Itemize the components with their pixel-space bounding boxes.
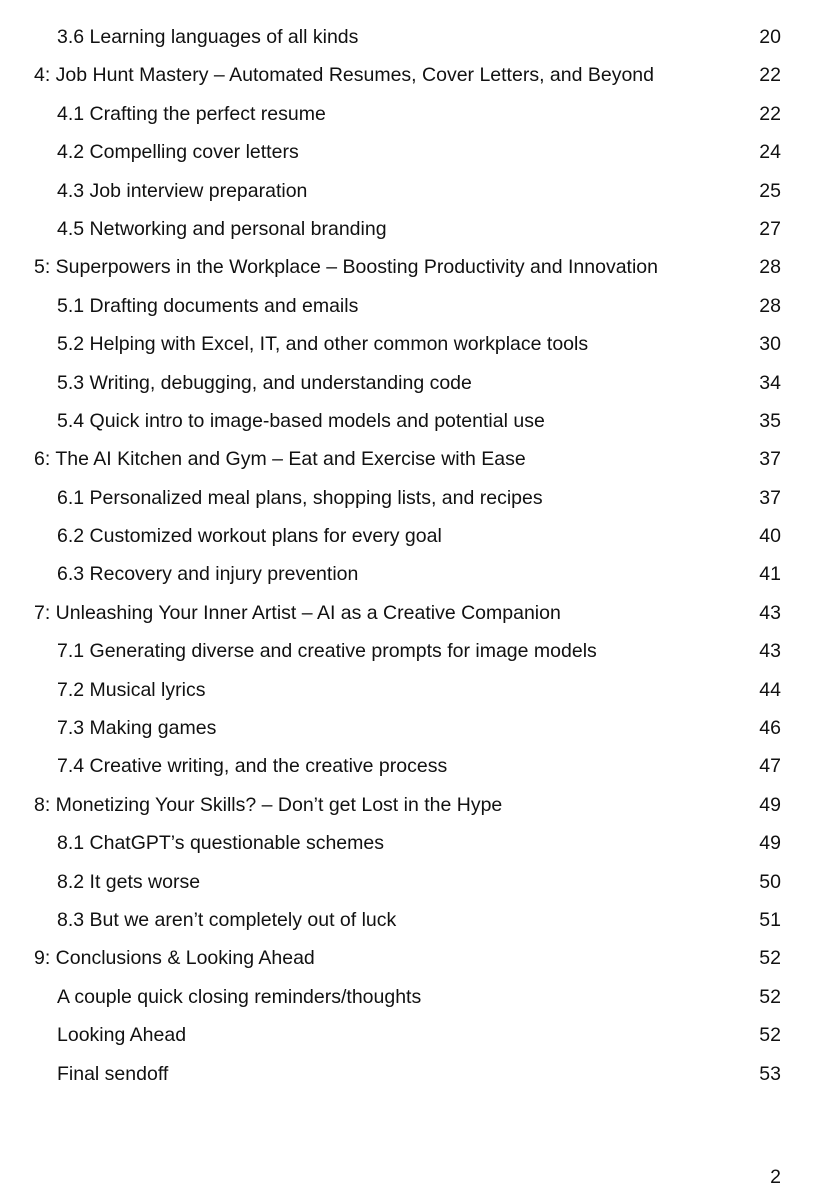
toc-entry-page: 28: [759, 294, 781, 317]
toc-entry-page: 49: [759, 832, 781, 855]
table-of-contents: [0, 18, 824, 1093]
toc-entry-title: 5.1 Drafting documents and emails: [57, 294, 359, 317]
toc-entry: [0, 402, 824, 440]
toc-entry: [0, 939, 824, 977]
toc-entry: [0, 287, 824, 325]
toc-entry-page: 47: [759, 755, 781, 778]
toc-entry-page: 24: [759, 141, 781, 164]
toc-entry: [0, 901, 824, 939]
toc-entry: [0, 978, 824, 1016]
toc-entry: [0, 248, 824, 286]
toc-entry: [0, 786, 824, 824]
toc-entry-page: 49: [759, 793, 781, 816]
toc-entry-title: 5.3 Writing, debugging, and understanding code: [57, 371, 472, 394]
toc-entry-title: 4: Job Hunt Mastery – Automated Resumes, Cover Letters, and Beyond: [34, 64, 654, 87]
toc-entry-page: 41: [759, 563, 781, 586]
toc-entry-title: Looking Ahead: [57, 1024, 187, 1047]
toc-entry-title: 4.3 Job interview preparation: [57, 179, 308, 202]
toc-entry-title: 7.4 Creative writing, and the creative process: [57, 755, 448, 778]
toc-entry-title: 6: The AI Kitchen and Gym – Eat and Exercise with Ease: [34, 448, 526, 471]
toc-entry-title: 4.2 Compelling cover letters: [57, 141, 299, 164]
toc-entry-title: 5.4 Quick intro to image-based models and potential use: [57, 409, 545, 432]
toc-entry: [0, 56, 824, 94]
toc-entry-title: 6.2 Customized workout plans for every goal: [57, 525, 442, 548]
toc-entry-page: 50: [759, 870, 781, 893]
toc-entry-page: 52: [759, 947, 781, 970]
toc-entry-title: 9: Conclusions & Looking Ahead: [34, 947, 315, 970]
toc-entry: [0, 747, 824, 785]
toc-entry-title: 8: Monetizing Your Skills? – Don’t get Lost in the Hype: [34, 793, 503, 816]
toc-entry-page: 44: [759, 678, 781, 701]
toc-entry: [0, 479, 824, 517]
toc-entry-title: 3.6 Learning languages of all kinds: [57, 26, 359, 48]
toc-entry-page: 53: [759, 1062, 781, 1085]
toc-entry-page: 27: [759, 217, 781, 240]
toc-entry: [0, 824, 824, 862]
toc-entry-title: 6.1 Personalized meal plans, shopping lists, and recipes: [57, 486, 543, 509]
toc-entry: [0, 325, 824, 363]
toc-entry: [0, 133, 824, 171]
toc-entry-page: 40: [759, 525, 781, 548]
toc-entry-title: 8.1 ChatGPT’s questionable schemes: [57, 832, 384, 855]
toc-entry: [0, 440, 824, 478]
toc-entry-page: 22: [759, 64, 781, 87]
toc-entry-title: 4.1 Crafting the perfect resume: [57, 102, 326, 125]
toc-entry-page: 20: [759, 26, 781, 48]
toc-entry: [0, 172, 824, 210]
toc-entry: [0, 594, 824, 632]
toc-entry-title: 5: Superpowers in the Workplace – Boosting Productivity and Innovation: [34, 256, 658, 279]
toc-entry-title: 6.3 Recovery and injury prevention: [57, 563, 359, 586]
toc-entry-page: 51: [759, 908, 781, 931]
toc-entry-title: 4.5 Networking and personal branding: [57, 217, 387, 240]
toc-entry-page: 28: [759, 256, 781, 279]
toc-entry-page: 52: [759, 1024, 781, 1047]
toc-entry-page: 22: [759, 102, 781, 125]
toc-entry-title: A couple quick closing reminders/thoughts: [57, 985, 422, 1008]
toc-entry-page: 35: [759, 409, 781, 432]
toc-entry-page: 46: [759, 717, 781, 740]
toc-entry-title: 7.2 Musical lyrics: [57, 678, 206, 701]
toc-entry: [0, 863, 824, 901]
toc-entry: [0, 95, 824, 133]
toc-entry: [0, 671, 824, 709]
toc-entry: [0, 18, 824, 56]
toc-entry-title: 8.2 It gets worse: [57, 870, 201, 893]
toc-entry: [0, 1055, 824, 1093]
toc-entry-title: 7: Unleashing Your Inner Artist – AI as a Creative Companion: [34, 601, 561, 624]
toc-entry-title: 5.2 Helping with Excel, IT, and other common workplace tools: [57, 333, 589, 356]
page-number: 2: [770, 1166, 781, 1188]
toc-entry: [0, 555, 824, 593]
toc-entry-page: 25: [759, 179, 781, 202]
toc-entry: [0, 1016, 824, 1054]
toc-entry-page: 34: [759, 371, 781, 394]
toc-entry: [0, 517, 824, 555]
toc-entry-page: 30: [759, 333, 781, 356]
toc-entry-page: 37: [759, 486, 781, 509]
toc-entry-title: 7.3 Making games: [57, 717, 217, 740]
toc-entry: [0, 364, 824, 402]
toc-entry-page: 52: [759, 985, 781, 1008]
toc-entry-page: 43: [759, 601, 781, 624]
toc-entry-title: 8.3 But we aren’t completely out of luck: [57, 908, 397, 931]
toc-entry: [0, 632, 824, 670]
toc-entry-title: 7.1 Generating diverse and creative prompts for image models: [57, 640, 597, 663]
toc-entry-page: 37: [759, 448, 781, 471]
toc-entry-page: 43: [759, 640, 781, 663]
toc-entry: [0, 210, 824, 248]
toc-entry: [0, 709, 824, 747]
toc-entry-title: Final sendoff: [57, 1062, 169, 1085]
